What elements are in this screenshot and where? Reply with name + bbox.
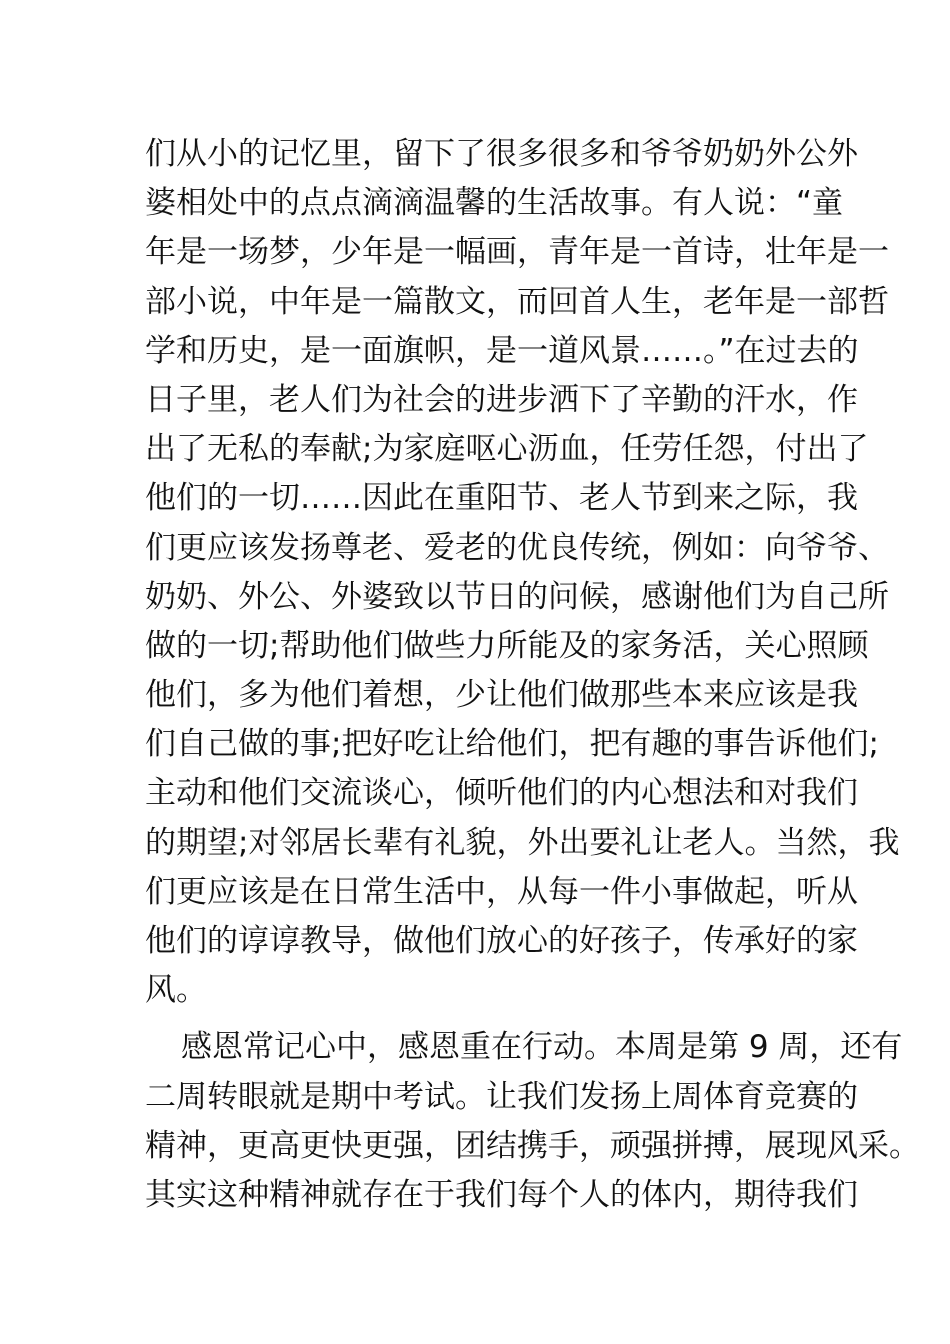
text-line: 们更应该是在日常生活中，从每一件小事做起，听从 xyxy=(145,873,858,910)
paragraph-first-line: 感恩常记心中，感恩重在行动。本周是第 9 周，还有 xyxy=(181,1029,903,1066)
text-line: 们更应该发扬尊老、爱老的优良传统，例如：向爷爷、 xyxy=(145,529,889,566)
text-line: 风。 xyxy=(145,972,207,1009)
text-line: 他们的谆谆教导，做他们放心的好孩子，传承好的家 xyxy=(145,923,858,959)
text-line: 日子里，老人们为社会的进步洒下了辛勤的汗水，作 xyxy=(145,381,858,418)
text-line: 们从小的记忆里，留下了很多很多和爷爷奶奶外公外 xyxy=(145,136,858,172)
text-line: 学和历史，是一面旗帜，是一道风景……。”在过去的 xyxy=(145,332,859,369)
text-line: 做的一切;帮助他们做些力所能及的家务活，关心照顾 xyxy=(145,627,869,664)
text-line: 他们，多为他们着想，少让他们做那些本来应该是我 xyxy=(145,677,858,714)
text-line: 精神，更高更快更强，团结携手，顽强拼搏，展现风采。 xyxy=(145,1127,920,1164)
text-line: 的期望;对邻居长辈有礼貌，外出要礼让老人。当然，我 xyxy=(145,824,900,861)
text-line: 主动和他们交流谈心，倾听他们的内心想法和对我们 xyxy=(145,775,858,812)
text-line: 出了无私的奉献;为家庭呕心沥血，任劳任怨，付出了 xyxy=(145,431,869,468)
text-line: 们自己做的事;把好吃让给他们，把有趣的事告诉他们; xyxy=(145,726,879,763)
text-line: 婆相处中的点点滴滴温馨的生活故事。有人说：“童 xyxy=(145,185,844,222)
text-line: 部小说，中年是一篇散文，而回首人生，老年是一部哲 xyxy=(145,283,889,320)
text-line: 二周转眼就是期中考试。让我们发扬上周体育竞赛的 xyxy=(145,1078,858,1115)
text-line: 奶奶、外公、外婆致以节日的问候，感谢他们为自己所 xyxy=(145,578,889,615)
text-line: 其实这种精神就存在于我们每个人的体内，期待我们 xyxy=(145,1176,858,1213)
text-line: 他们的一切……因此在重阳节、老人节到来之际，我 xyxy=(145,480,858,517)
body-text xyxy=(145,130,920,1220)
text-line: 年是一场梦，少年是一幅画，青年是一首诗，壮年是一 xyxy=(145,234,889,271)
